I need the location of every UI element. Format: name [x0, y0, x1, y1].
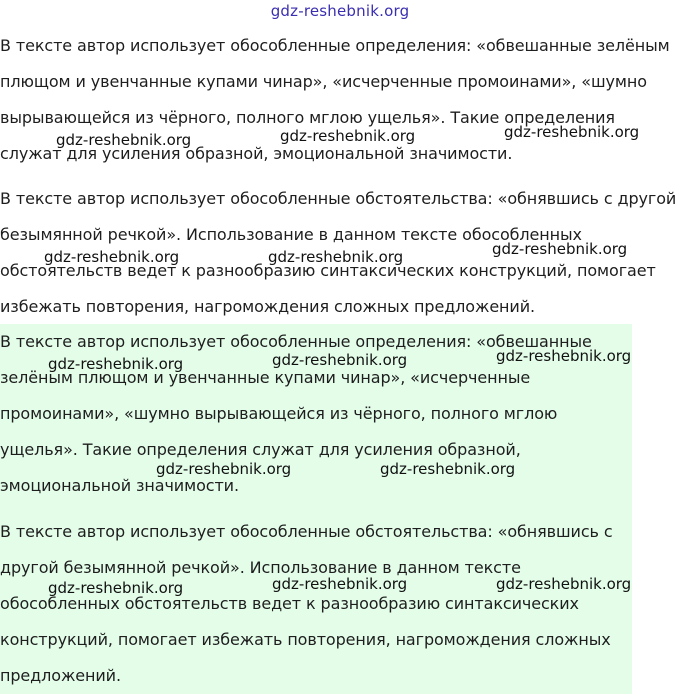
- paragraph-definitions: В тексте автор использует обособленные определения: «обвешанные зелёным плющом и увенчанные купами чинар», «исчерченные промоинами», «шумно вырывающейся из чёрного, полного мглою ущелья». Такие определения служат для усиления образной, эмоциональной значимости.: [0, 36, 670, 163]
- watermark: gdz-reshebnik.org: [504, 123, 640, 141]
- watermark: gdz-reshebnik.org: [156, 460, 292, 478]
- paragraph-circumstances-highlighted: В тексте автор использует обособленные обстоятельства: «обнявшись с другой безымянной речкой». Использование в данном тексте обособленных обстоятельств ведет к разнообразию синтаксических конструкций, помогает избежать повторения, нагромождения сложных предложений.: [0, 522, 613, 685]
- paragraph-circumstances: В тексте автор использует обособленные обстоятельства: «обнявшись с другой безымянной речкой». Использование в данном тексте обособленных обстоятельств ведет к разнообразию синтаксических конструкций, помогает избежать повторения, нагромождения сложных предложений.: [0, 189, 677, 316]
- watermark: gdz-reshebnik.org: [496, 575, 632, 593]
- watermark: gdz-reshebnik.org: [44, 248, 180, 266]
- watermark: gdz-reshebnik.org: [280, 127, 416, 145]
- watermark: gdz-reshebnik.org: [48, 579, 184, 597]
- site-header-link[interactable]: gdz-reshebnik.org: [270, 2, 410, 20]
- watermark: gdz-reshebnik.org: [268, 248, 404, 266]
- watermark: gdz-reshebnik.org: [272, 351, 408, 369]
- watermark: gdz-reshebnik.org: [48, 355, 184, 373]
- watermark: gdz-reshebnik.org: [380, 460, 516, 478]
- paragraph-definitions-highlighted: В тексте автор использует обособленные определения: «обвешанные зелёным плющом и увенчанные купами чинар», «исчерченные промоинами», «шумно вырывающейся из чёрного, полного мглою ущелья». Такие определения служат для усиления образной, эмоциональной значимости.: [0, 332, 592, 495]
- watermark: gdz-reshebnik.org: [492, 240, 628, 258]
- watermark: gdz-reshebnik.org: [56, 131, 192, 149]
- watermark: gdz-reshebnik.org: [272, 575, 408, 593]
- watermark: gdz-reshebnik.org: [496, 347, 632, 365]
